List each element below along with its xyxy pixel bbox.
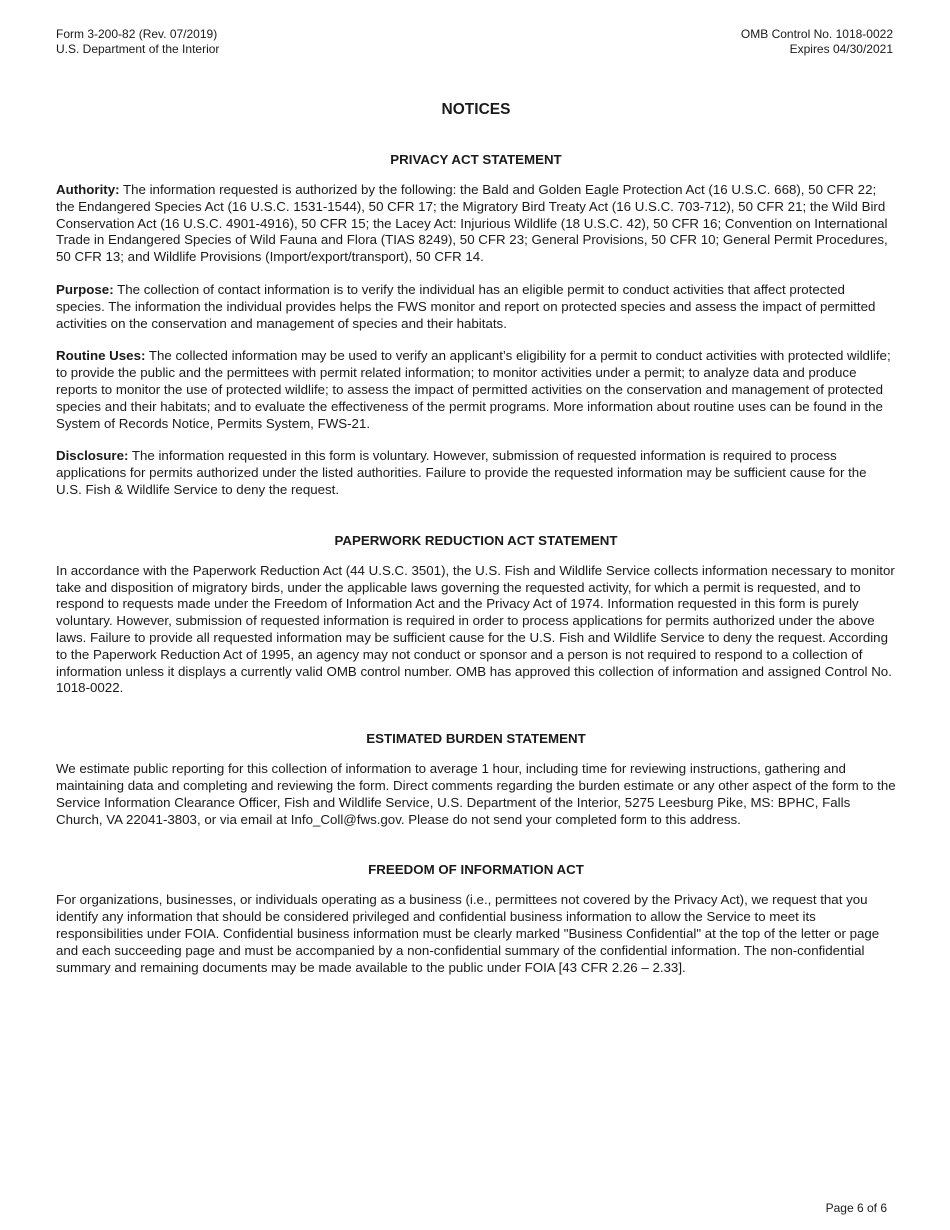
purpose-label: Purpose: [56,281,114,297]
foia-text: For organizations, businesses, or individuals operating as a business (i.e., permittees not covered by the Privacy Act), we request that you identify any information that should be considered privileged and confidential business information to allow the Service to meet its responsibilities under FOIA. Confidential business information must be clearly marked "Business Confidential" at the top of the letter or page and each succeeding page and must be accompanied by a non-confidential summary of the confidential information. The non-confidential summary and remaining documents may be made available to the public under FOIA [43 CFR 2.26 – 2.33]. [56,892,880,975]
authority-text: The information requested is authorized by the following: the Bald and Golden Eagle Protection Act (16 U.S.C. 668), 50 CFR 22; the Endangered Species Act (16 U.S.C. 1531-1544), 50 CFR 17; the Migratory Bird Treaty Act (16 U.S.C. 703-712), 50 CFR 21; the Wild Bird Conservation Act (16 U.S.C. 4901-4916), 50 CFR 15; the Lacey Act: Injurious Wildlife (18 U.S.C. 42), 50 CFR 16; Convention on International Trade in Endangered Species of Wild Fauna and Flora (TIAS 8249), 50 CFR 23; General Provisions, 50 CFR 10; General Permit Procedures, 50 CFR 13; and Wildlife Provisions (Import/export/transport), 50 CFR 14. [56,182,888,265]
disclosure-text: The information requested in this form is voluntary. However, submission of requested information is required to process applications for permits authorized under the listed authorities. Failure to provide the requested information may be sufficient cause for the U.S. Fish & Wildlife Service to deny the request. [56,448,867,497]
routine-uses-text: The collected information may be used to verify an applicant’s eligibility for a permit to conduct activities with protected wildlife; to provide the public and the permittees with permit related information; to monitor activities under a permit; to analyze data and produce reports to monitor the use of protected wildlife; to assess the impact of permitted activities on the conservation and management of protected species and their habitats; and to evaluate the effectiveness of the permit programs. More information about routine uses can be found in the System of Records Notice, Permits System, FWS-21. [56,348,891,431]
burden-statement-text: We estimate public reporting for this collection of information to average 1 hour, including time for reviewing instructions, gathering and maintaining data and completing and reviewing the form. Direct comments regarding the burden estimate or any other aspect of the form to the Service Information Clearance Officer, Fish and Wildlife Service, U.S. Department of the Interior, 5275 Leesburg Pike, MS: BPHC, Falls Church, VA 22041-3803, or via email at Info_Coll@fws.gov. Please do not send your completed form to this address. [56,761,896,827]
foia-heading: FREEDOM OF INFORMATION ACT [368,862,584,878]
page-title: NOTICES [441,101,511,118]
expiration-date: Expires 04/30/2021 [789,42,893,56]
paperwork-reduction-text: In accordance with the Paperwork Reduction Act (44 U.S.C. 3501), the U.S. Fish and Wildlife Service collects information necessary to monitor take and disposition of migratory birds, under the applicable laws governing the requested activity, for which a permit is requested, and to respond to requests made under the Freedom of Information Act and the Privacy Act of 1974. Information requested in this form is purely voluntary. However, submission of requested information is required in order to process applications for permits authorized under the above laws. Failure to provide all requested information may be sufficient cause for the U.S. Fish and Wildlife Service to deny the request. According to the Paperwork Reduction Act of 1995, an agency may not conduct or sponsor and a person is not required to respond to a collection of information unless it displays a currently valid OMB control number. OMB has approved this collection of information and assigned Control No. 1018-0022. [56,562,895,696]
disclosure-paragraph [56,448,896,498]
purpose-paragraph [56,282,896,332]
form-header-right [741,27,893,57]
routine-uses-paragraph [56,348,896,432]
privacy-act-heading: PRIVACY ACT STATEMENT [390,152,562,167]
authority-label: Authority: [56,182,120,197]
paperwork-reduction-heading: PAPERWORK REDUCTION ACT STATEMENT [334,532,618,548]
purpose-text: The collection of contact information is to verify the individual has an eligible permit to conduct activities that affect protected species. The information the individual provides helps the FWS monitor and report on protected species and assess the impact of permitted activities on the conservation and management of species and their habitats. [56,281,876,331]
paperwork-reduction-section [56,532,896,697]
omb-control-number: OMB Control No. 1018-0022 [740,27,893,41]
disclosure-label: Disclosure: [56,448,129,464]
document-body [56,100,896,992]
burden-statement-section [56,730,896,828]
burden-statement-heading: ESTIMATED BURDEN STATEMENT [366,731,586,747]
routine-uses-label: Routine Uses: [56,348,146,364]
authority-paragraph [56,182,896,266]
page-number: Page 6 of 6 [825,1201,887,1215]
form-header-left [56,27,219,57]
department-name: U.S. Department of the Interior [56,42,220,56]
privacy-act-section [56,151,896,499]
form-number: Form 3-200-82 (Rev. 07/2019) [56,27,218,41]
foia-section [56,861,896,976]
